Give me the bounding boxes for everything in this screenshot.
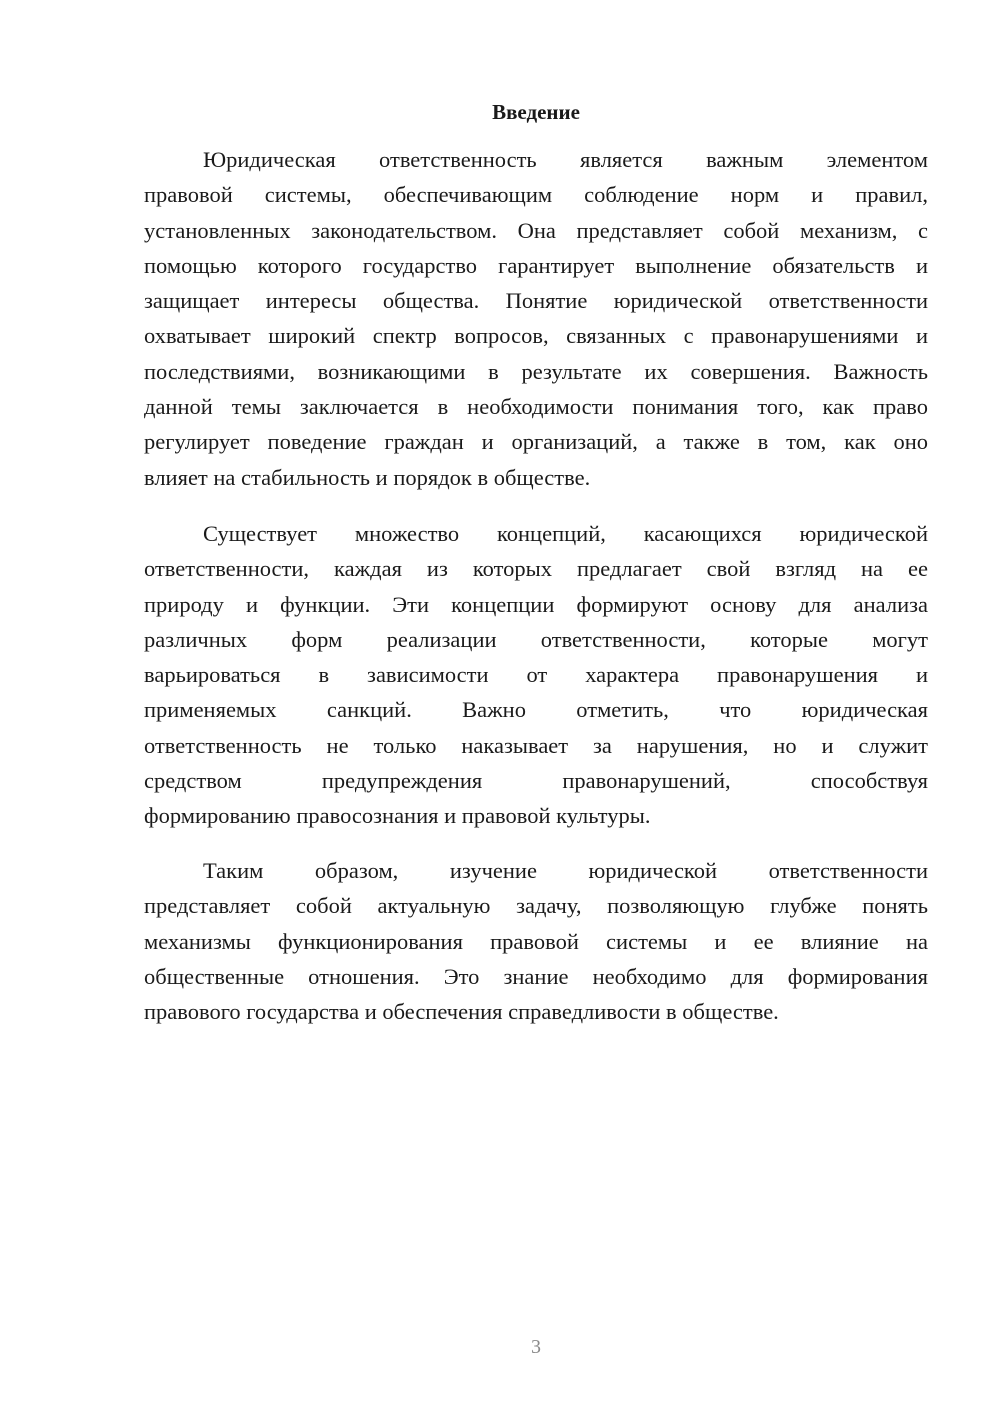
text-line: последствиями, возникающими в результате их совершения. Важность xyxy=(144,358,928,384)
text-line: различных форм реализации ответственности, которые могут xyxy=(144,626,928,652)
text-line: Юридическая ответственность является важным элементом xyxy=(203,147,928,172)
text-line: правового государства и обеспечения справедливости в обществе. xyxy=(144,999,779,1025)
text-line: помощью которого государство гарантирует выполнение обязательств и xyxy=(144,252,928,278)
paragraph-3 xyxy=(144,853,928,1029)
text-line: установленных законодательством. Она представляет собой механизм, с xyxy=(144,217,928,243)
text-line: общественные отношения. Это знание необходимо для формирования xyxy=(144,963,928,989)
text-line: представляет собой актуальную задачу, позволяющую глубже понять xyxy=(144,893,928,919)
text-line: Существует множество концепций, касающихся юридической xyxy=(203,521,928,546)
text-line: ответственность не только наказывает за нарушения, но и служит xyxy=(144,732,928,758)
page-number: 3 xyxy=(531,1336,541,1358)
text-line: применяемых санкций. Важно отметить, что юридическая xyxy=(144,697,928,723)
text-line: правовой системы, обеспечивающим соблюдение норм и правил, xyxy=(144,182,928,208)
text-line: регулирует поведение граждан и организаций, а также в том, как оно xyxy=(144,429,928,455)
text-line: ответственности, каждая из которых предлагает свой взгляд на ее xyxy=(144,556,928,582)
section-title: Введение xyxy=(492,100,580,124)
paragraph-2 xyxy=(144,516,928,834)
text-line: влияет на стабильность и порядок в обществе. xyxy=(144,464,591,490)
text-line: данной темы заключается в необходимости понимания того, как право xyxy=(144,394,928,420)
text-line: охватывает широкий спектр вопросов, связанных с правонарушениями и xyxy=(144,323,928,349)
text-line: формированию правосознания и правовой культуры. xyxy=(144,803,651,829)
text-line: варьироваться в зависимости от характера правонарушения и xyxy=(144,662,928,688)
text-line: защищает интересы общества. Понятие юридической ответственности xyxy=(144,288,928,314)
paragraph-1 xyxy=(144,142,928,495)
text-line: Таким образом, изучение юридической ответственности xyxy=(203,858,928,883)
text-line: природу и функции. Эти концепции формируют основу для анализа xyxy=(144,591,928,617)
text-line: средством предупреждения правонарушений, способствуя xyxy=(144,768,928,794)
text-line: механизмы функционирования правовой системы и ее влияние на xyxy=(144,928,928,954)
